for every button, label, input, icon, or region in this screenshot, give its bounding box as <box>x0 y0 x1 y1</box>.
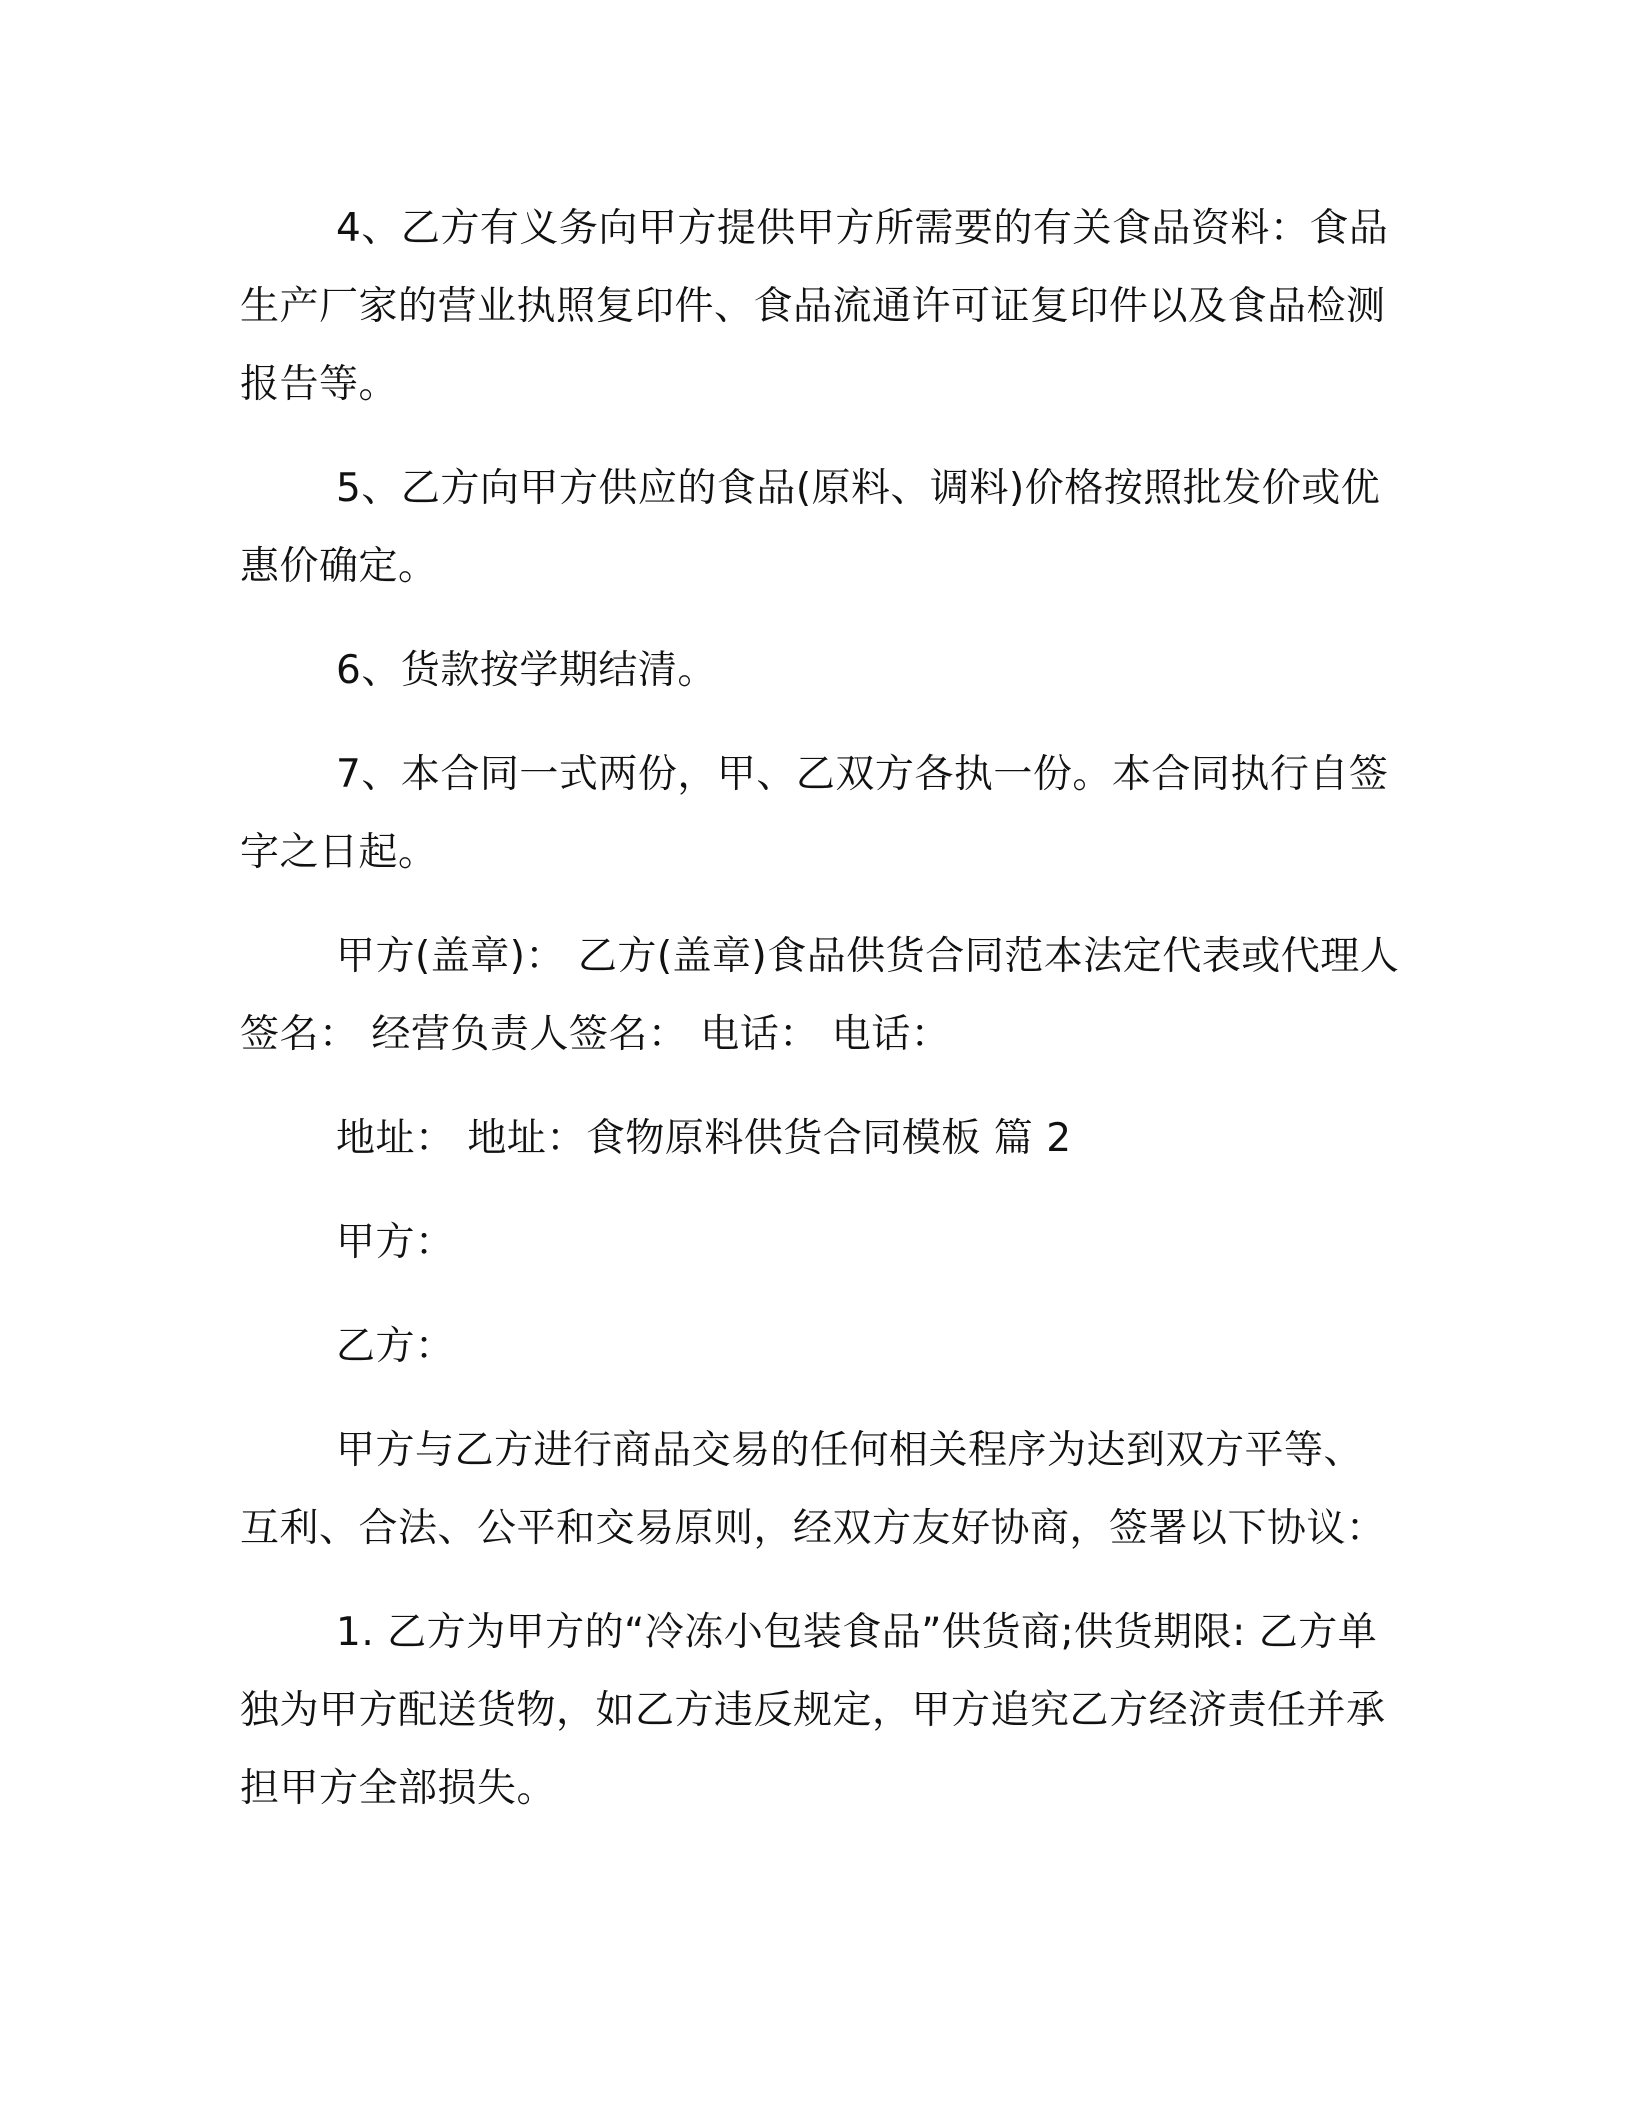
party-b-line: 乙方： <box>336 1324 455 1369</box>
address-line-1: 地址： 地址：食物原料供货合同模板 篇 2 <box>336 1116 1072 1161</box>
party-a-paragraph <box>240 1204 1400 1282</box>
agreement-intro-paragraph <box>240 1412 1400 1568</box>
address-paragraph <box>240 1100 1400 1178</box>
document-body <box>240 190 1400 1828</box>
clause-6-line-1: 6、货款按学期结清。 <box>336 648 717 693</box>
clause-5-paragraph <box>240 450 1400 606</box>
agreement-clause-1-paragraph <box>240 1594 1400 1828</box>
clause-4-line-1: 4、乙方有义务向甲方提供甲方所需要的有关食品资料：食品生 <box>240 206 1389 329</box>
clause-7-paragraph <box>240 736 1400 892</box>
party-b-paragraph <box>240 1308 1400 1386</box>
clause-6-paragraph <box>240 632 1400 710</box>
signature-line-1: 甲方(盖章)： 乙方(盖章)食品供货合同范本法定代表或代理人签 <box>240 934 1400 1057</box>
signature-line-2: 名： 经营负责人签名： 电话： 电话： <box>279 1012 951 1057</box>
agreement-clause-1-line-3: 方全部损失。 <box>319 1766 557 1811</box>
clause-7-line-2: 之日起。 <box>279 830 438 875</box>
agreement-intro-line-1: 甲方与乙方进行商品交易的任何相关程序为达到双方平等、互利、 <box>240 1428 1364 1551</box>
clause-4-paragraph <box>240 190 1400 424</box>
party-a-line: 甲方： <box>336 1220 455 1265</box>
clause-7-line-1: 7、本合同一式两份，甲、乙双方各执一份。本合同执行自签字 <box>240 752 1389 875</box>
agreement-clause-1-line-2: 为甲方配送货物，如乙方违反规定，甲方追究乙方经济责任并承担甲 <box>240 1688 1386 1811</box>
clause-4-line-2: 产厂家的营业执照复印件、食品流通许可证复印件以及食品检测报告 <box>240 284 1386 407</box>
clause-5-line-2: 确定。 <box>319 544 438 589</box>
clause-4-line-3: 等。 <box>319 362 399 407</box>
clause-5-line-1: 5、乙方向甲方供应的食品(原料、调料)价格按照批发价或优惠价 <box>240 466 1381 589</box>
agreement-clause-1-line-1: 1. 乙方为甲方的“冷冻小包装食品”供货商;供货期限: 乙方单独 <box>240 1610 1378 1733</box>
signature-paragraph <box>240 918 1400 1074</box>
agreement-intro-line-2: 合法、公平和交易原则，经双方友好协商，签署以下协议： <box>358 1506 1386 1551</box>
